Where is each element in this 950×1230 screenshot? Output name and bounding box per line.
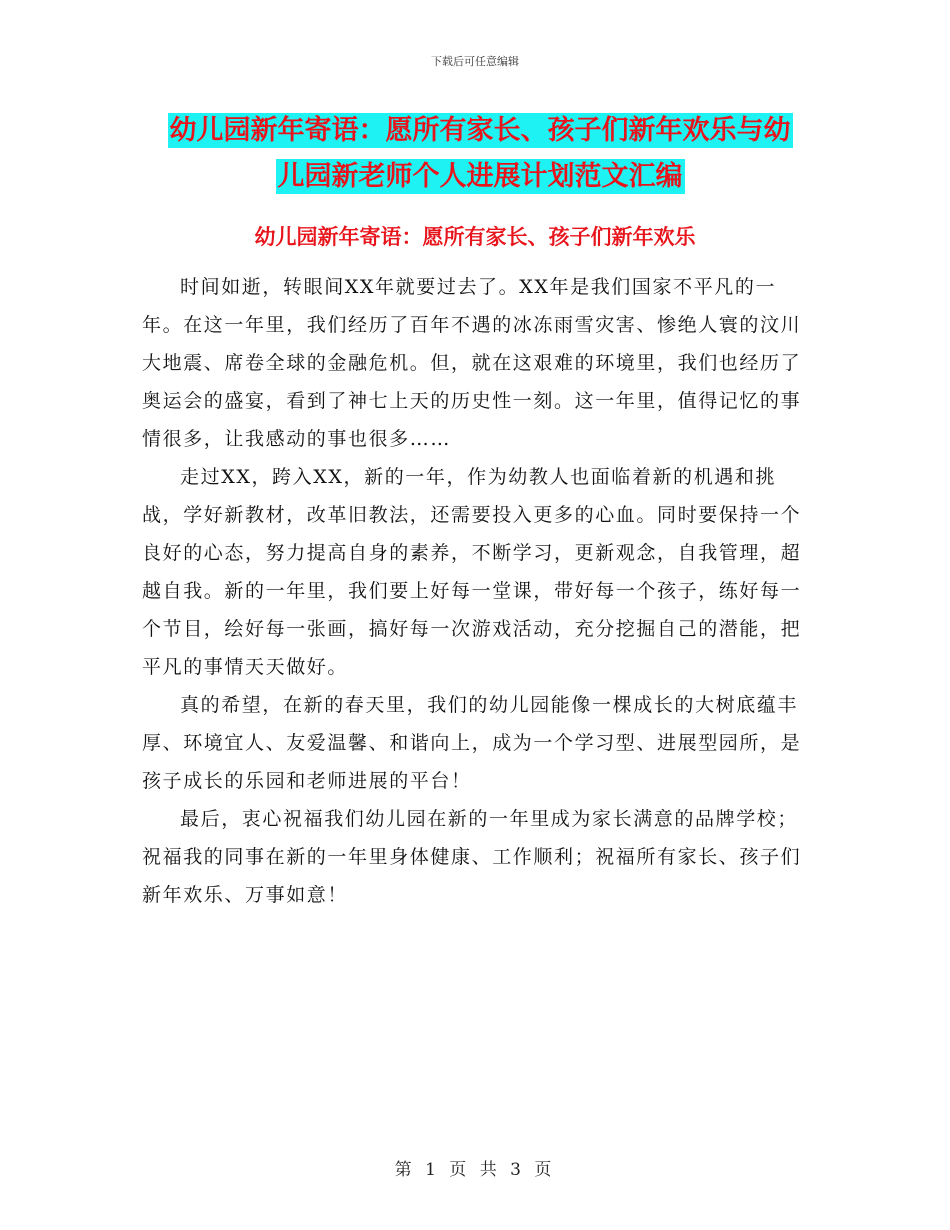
page-header-note: 下载后可任意编辑 bbox=[431, 55, 519, 68]
document-title-line-2: 儿园新老师个人进展计划范文汇编 bbox=[277, 161, 683, 192]
body-text bbox=[142, 268, 810, 914]
page-number-footer: 第 1 页 共 3 页 bbox=[394, 1160, 556, 1180]
paragraph: 时间如逝，转眼间XX年就要过去了。XX年是我们国家不平凡的一年。在这一年里，我们经历了百年不遇的冰冻雨雪灾害、惨绝人寰的汶川大地震、席卷全球的金融危机。但，就在这艰难的环境里，我们也经历了奥运会的盛宴，看到了神七上天的历史性一刻。这一年里，值得记忆的事情很多，让我感动的事也很多…… bbox=[142, 276, 802, 450]
document-title bbox=[150, 108, 810, 200]
paragraph: 走过XX，跨入XX，新的一年，作为幼教人也面临着新的机遇和挑战，学好新教材，改革旧教法，还需要投入更多的心血。同时要保持一个良好的心态，努力提高自身的素养，不断学习，更新观念，自我管理，超越自我。新的一年里，我们要上好每一堂课，带好每一个孩子，练好每一个节目，绘好每一张画，搞好每一次游戏活动，充分挖掘自己的潜能，把平凡的事情天天做好。 bbox=[142, 466, 802, 678]
paragraph: 真的希望，在新的春天里，我们的幼儿园能像一棵成长的大树底蕴丰厚、环境宜人、友爱温馨、和谐向上，成为一个学习型、进展型园所，是孩子成长的乐园和老师进展的平台！ bbox=[142, 694, 802, 792]
document-title-line-1: 幼儿园新年寄语：愿所有家长、孩子们新年欢乐与幼 bbox=[169, 115, 791, 146]
paragraph: 最后，衷心祝福我们幼儿园在新的一年里成为家长满意的品牌学校；祝福我的同事在新的一年里身体健康、工作顺利；祝福所有家长、孩子们新年欢乐、万事如意！ bbox=[142, 808, 802, 906]
section-title: 幼儿园新年寄语：愿所有家长、孩子们新年欢乐 bbox=[254, 225, 696, 249]
